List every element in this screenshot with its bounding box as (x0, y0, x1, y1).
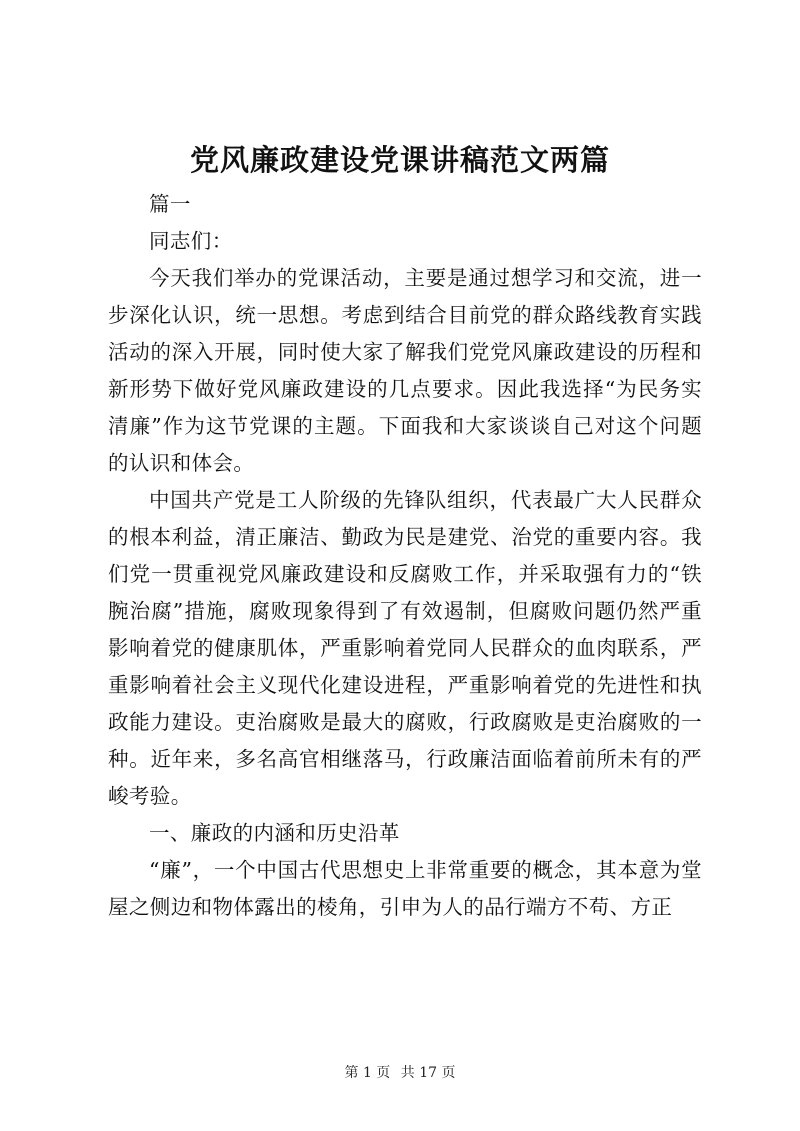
section-heading: 一、廉政的内涵和历史沿革 (149, 821, 400, 845)
page-total: 共 17 页 (400, 1065, 456, 1081)
section-heading-part-one: 篇一 (149, 192, 191, 216)
paragraph: 今天我们举办的党课活动，主要是通过想学习和交流，进一步深化认识，统一思想。考虑到结合目前党的群众路线教育实践活动的深入开展，同时使大家了解我们党党风廉政建设的历程和新形势下做好党风廉政建设的几点要求。因此我选择“为民务实清廉”作为这节党课的主题。下面我和大家谈谈自己对这个问题的认识和体会。 (108, 266, 702, 475)
paragraph: “廉”，一个中国古代思想史上非常重要的概念，其本意为堂屋之侧边和物体露出的棱角，引申为人的品行端方不苟、方正 (108, 858, 702, 919)
page-footer (0, 1063, 800, 1083)
document-title: 党风廉政建设党课讲稿范文两篇 (189, 143, 610, 177)
salutation: 同志们： (149, 229, 233, 253)
document-body (108, 186, 702, 926)
paragraph: 中国共产党是工人阶级的先锋队组织，代表最广大人民群众的根本利益，清正廉洁、勤政为民是建党、治党的重要内容。我们党一贯重视党风廉政建设和反腐败工作，并采取强有力的“铁腕治腐”措施，腐败现象得到了有效遏制，但腐败问题仍然严重影响着党的健康肌体，严重影响着党同人民群众的血肉联系，严重影响着社会主义现代化建设进程，严重影响着党的先进性和执政能力建设。吏治腐败是最大的腐败，行政腐败是吏治腐败的一种。近年来，多名高官相继落马，行政廉洁面临着前所未有的严峻考验。 (108, 488, 702, 808)
page-number: 第 1 页 (344, 1065, 391, 1081)
